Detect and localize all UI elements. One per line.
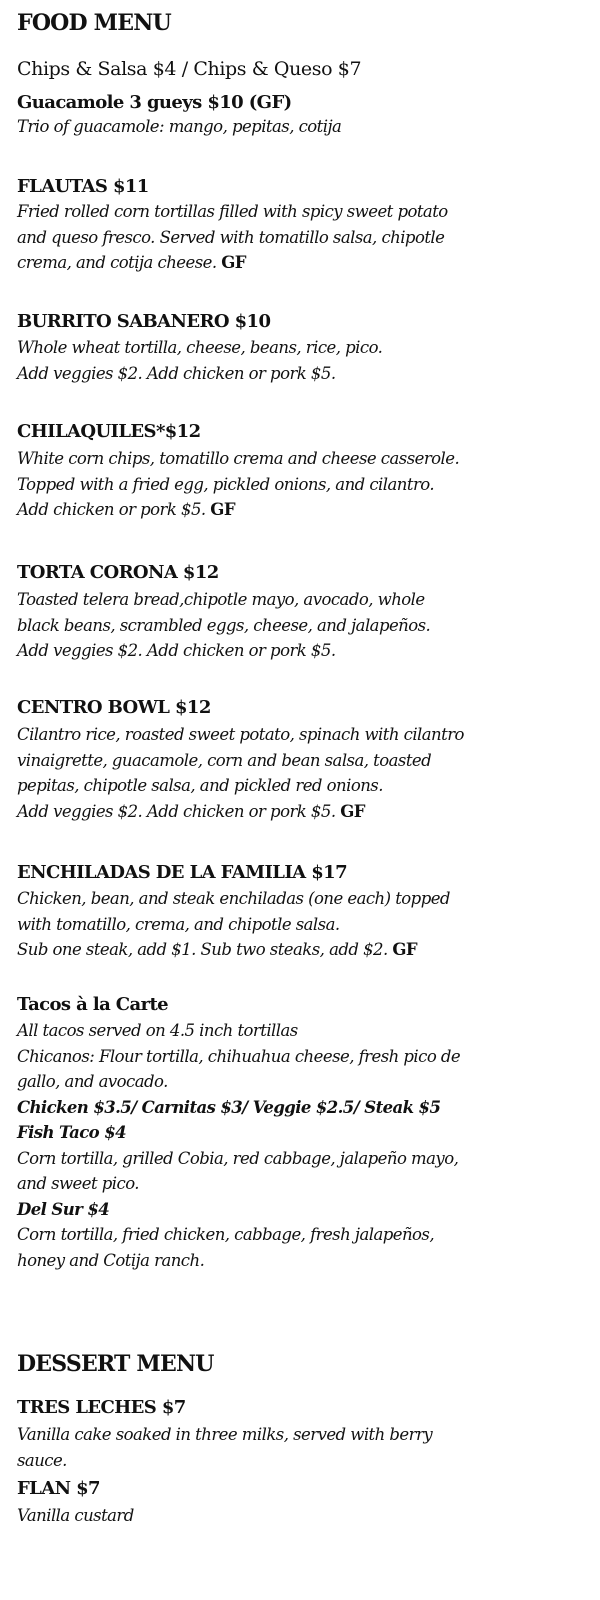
- chips-line: Chips & Salsa $4 / Chips & Queso $7: [17, 58, 362, 80]
- flautas-desc-line: Fried rolled corn tortillas filled with spicy sweet potato: [17, 202, 448, 221]
- tacos-desc-line: Chicanos: Flour tortilla, chihuahua cheese, fresh pico de: [17, 1046, 461, 1066]
- centro-bowl-desc-line: [17, 799, 464, 825]
- chilaquiles-desc-line: [17, 497, 459, 523]
- enchiladas-title: ENCHILADAS DE LA FAMILIA $17: [17, 862, 347, 883]
- enchiladas-desc-line: with tomatillo, crema, and chipotle salsa.: [17, 914, 340, 934]
- tres-leches-title: TRES LECHES $7: [17, 1397, 186, 1418]
- fish-taco-title: Fish Taco $4: [17, 1123, 126, 1142]
- tacos-desc-line: All tacos served on 4.5 inch tortillas: [17, 1021, 298, 1040]
- flautas-desc-line: [17, 250, 448, 276]
- chilaquiles-desc-line: White corn chips, tomatillo crema and cheese casserole.: [17, 449, 460, 468]
- guacamole-title: Guacamole 3 gueys $10 (GF): [17, 92, 292, 113]
- burrito-desc-line: Whole wheat tortilla, cheese, beans, rice, pico.: [17, 338, 383, 357]
- torta-desc-line: Toasted telera bread,chipotle mayo, avocado, whole: [17, 590, 425, 609]
- centro-bowl-desc-line: pepitas, chipotle salsa, and pickled red onions.: [17, 776, 383, 795]
- chilaquiles-desc: [17, 446, 459, 523]
- chilaquiles-desc-text: Add chicken or pork $5.: [17, 500, 206, 519]
- del-sur-desc-line: Corn tortilla, fried chicken, cabbage, fresh jalapeños,: [17, 1225, 435, 1244]
- flan-title: FLAN $7: [17, 1478, 100, 1499]
- torta-desc-line: Add veggies $2. Add chicken or pork $5.: [17, 641, 336, 660]
- flautas-desc: [17, 199, 448, 276]
- centro-bowl-desc-line: vinaigrette, guacamole, corn and bean salsa, toasted: [17, 750, 432, 770]
- burrito-desc-line: Add veggies $2. Add chicken or pork $5.: [17, 363, 336, 383]
- flautas-desc-text: crema, and cotija cheese.: [17, 253, 217, 272]
- enchiladas-desc-text: Sub one steak, add $1. Sub two steaks, add $2.: [17, 940, 388, 959]
- enchiladas-desc-line: [17, 937, 450, 963]
- tres-leches-desc-line: Vanilla cake soaked in three milks, served with berry: [17, 1425, 433, 1444]
- centro-bowl-desc: [17, 722, 464, 824]
- torta-desc: [17, 587, 430, 664]
- flautas-title: FLAUTAS $11: [17, 176, 149, 197]
- fish-taco-desc-line: and sweet pico.: [17, 1174, 139, 1193]
- food-menu-title: FOOD MENU: [17, 10, 171, 36]
- tres-leches-desc: [17, 1422, 432, 1473]
- torta-desc-line: black beans, scrambled eggs, cheese, and jalapeños.: [17, 615, 431, 635]
- chilaquiles-title: CHILAQUILES*$12: [17, 421, 201, 442]
- enchiladas-desc-line: Chicken, bean, and steak enchiladas (one each) topped: [17, 889, 450, 908]
- flautas-desc-line: and queso fresco. Served with tomatillo salsa, chipotle: [17, 227, 445, 247]
- del-sur-title: Del Sur $4: [17, 1199, 110, 1219]
- gluten-free-tag: GF: [221, 253, 246, 272]
- guacamole-desc: Trio of guacamole: mango, pepitas, cotija: [17, 117, 342, 136]
- flan-desc: Vanilla custard: [17, 1506, 134, 1525]
- del-sur-desc-line: honey and Cotija ranch.: [17, 1250, 205, 1270]
- chilaquiles-desc-line: Topped with a fried egg, pickled onions, and cilantro.: [17, 474, 435, 494]
- gluten-free-tag: GF: [392, 940, 418, 959]
- tacos-title: Tacos à la Carte: [17, 994, 169, 1015]
- tacos-prices: Chicken $3.5/ Carnitas $3/ Veggie $2.5/ Steak $5: [17, 1097, 441, 1117]
- centro-bowl-title: CENTRO BOWL $12: [17, 697, 211, 718]
- gluten-free-tag: GF: [340, 801, 365, 821]
- tres-leches-desc-line: sauce.: [17, 1450, 67, 1470]
- tacos-desc-line: gallo, and avocado.: [17, 1072, 168, 1091]
- burrito-title: BURRITO SABANERO $10: [17, 311, 271, 332]
- centro-bowl-desc-text: Add veggies $2. Add chicken or pork $5.: [17, 801, 336, 821]
- torta-title: TORTA CORONA $12: [17, 562, 219, 583]
- dessert-menu-title: DESSERT MENU: [17, 1351, 214, 1377]
- burrito-desc: [17, 335, 382, 386]
- gluten-free-tag: GF: [210, 500, 236, 519]
- enchiladas-desc: [17, 886, 450, 963]
- tacos-desc: [17, 1018, 460, 1273]
- centro-bowl-desc-line: Cilantro rice, roasted sweet potato, spinach with cilantro: [17, 725, 464, 744]
- fish-taco-desc-line: Corn tortilla, grilled Cobia, red cabbage, jalapeño mayo,: [17, 1148, 459, 1168]
